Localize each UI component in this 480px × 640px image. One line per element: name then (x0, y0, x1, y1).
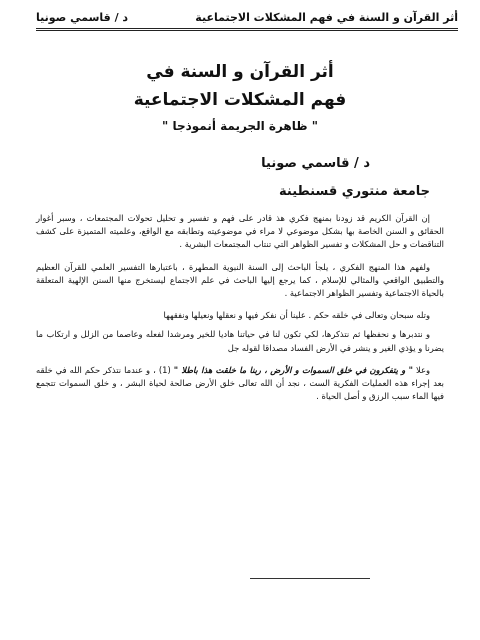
running-header (36, 6, 458, 28)
author-university: جامعة منتوري قسنطينة (279, 184, 430, 199)
header-author: د / قاسمي صونيا (36, 10, 129, 24)
page-title-line-2: فهم المشكلات الاجتماعية (133, 90, 347, 110)
header-divider (36, 28, 458, 31)
header-book-title: أثر القرآن و السنة في فهم المشكلات الاجتماعية (195, 10, 458, 24)
paragraph-4: و نتدبرها و نحفظها ثم نتذكرها، لكي تكون لنا في حياتنا هاديا للخير ومرشدا لفعله وعاصما من الزلل و ارتكاب ما يضرنا و يؤذي الغير و ينشر في الأرض الفساد مصداقا لقوله جل (36, 329, 444, 353)
paragraph-1: إن القرآن الكريم قد زودنا بمنهج فكري هذ قادر على فهم و تفسير و تحليل تحولات المجتمعات ، وسبر أغوار الحقائق و السنن الخاصة بها بشكل موضوعي لا مراء في موضوعيته وتطابقه مع الواقع، وعلميته المتميزة على كشف التناقضات و حل المشكلات و تفسير الظواهر التي تنتاب المجتمعات البشرية . (36, 213, 444, 250)
quran-verse-quote: " و يتفكرون في خلق السموات و الأرض ، ربنا ما خلقت هذا باطلا " (173, 364, 413, 375)
title-block (40, 58, 440, 136)
page-subtitle: " ظاهرة الجريمة أنموذجا " (162, 119, 318, 133)
author-name: د / قاسمي صونيا (261, 156, 370, 171)
author-block (261, 150, 430, 206)
paragraph-5 (36, 364, 444, 404)
paragraph-5-rest: (1) ، و عندما نتذكر حكم الله في خلقه بعد إجراء هذه العمليات الفكرية الست ، نجد أن الله تعالى خلق الأرض صالحة لحياة البشر ، و خلق السموات تتجمع فيها الماء سبب الرزق و أصل الحياة . (36, 364, 444, 402)
body-text (36, 212, 444, 412)
footnote-divider (250, 578, 370, 579)
paragraph-2: ولفهم هذا المنهج الفكري ، يلجأ الباحث إلى السنة النبوية المطهرة ، باعتبارها التفسير العلمي للقرآن العظيم والتطبيق الواقعي والمثالي للإسلام ، كما يرجع إليها الباحث في علم الاجتماع ليستخرج منها السنن الإلهية المتعلقة بالحياة الاجتماعية وتفسير الظواهر الاجتماعية . (36, 261, 444, 299)
paragraph-5-lead: وعلا (412, 364, 431, 375)
page-title-line-1: أثر القرآن و السنة في (146, 62, 334, 82)
paragraph-3: وتله سبحان وتعالى في خلقه حكم . علينا أن نفكر فيها و نعقلها ونعيلها ونفقهها (163, 310, 430, 321)
